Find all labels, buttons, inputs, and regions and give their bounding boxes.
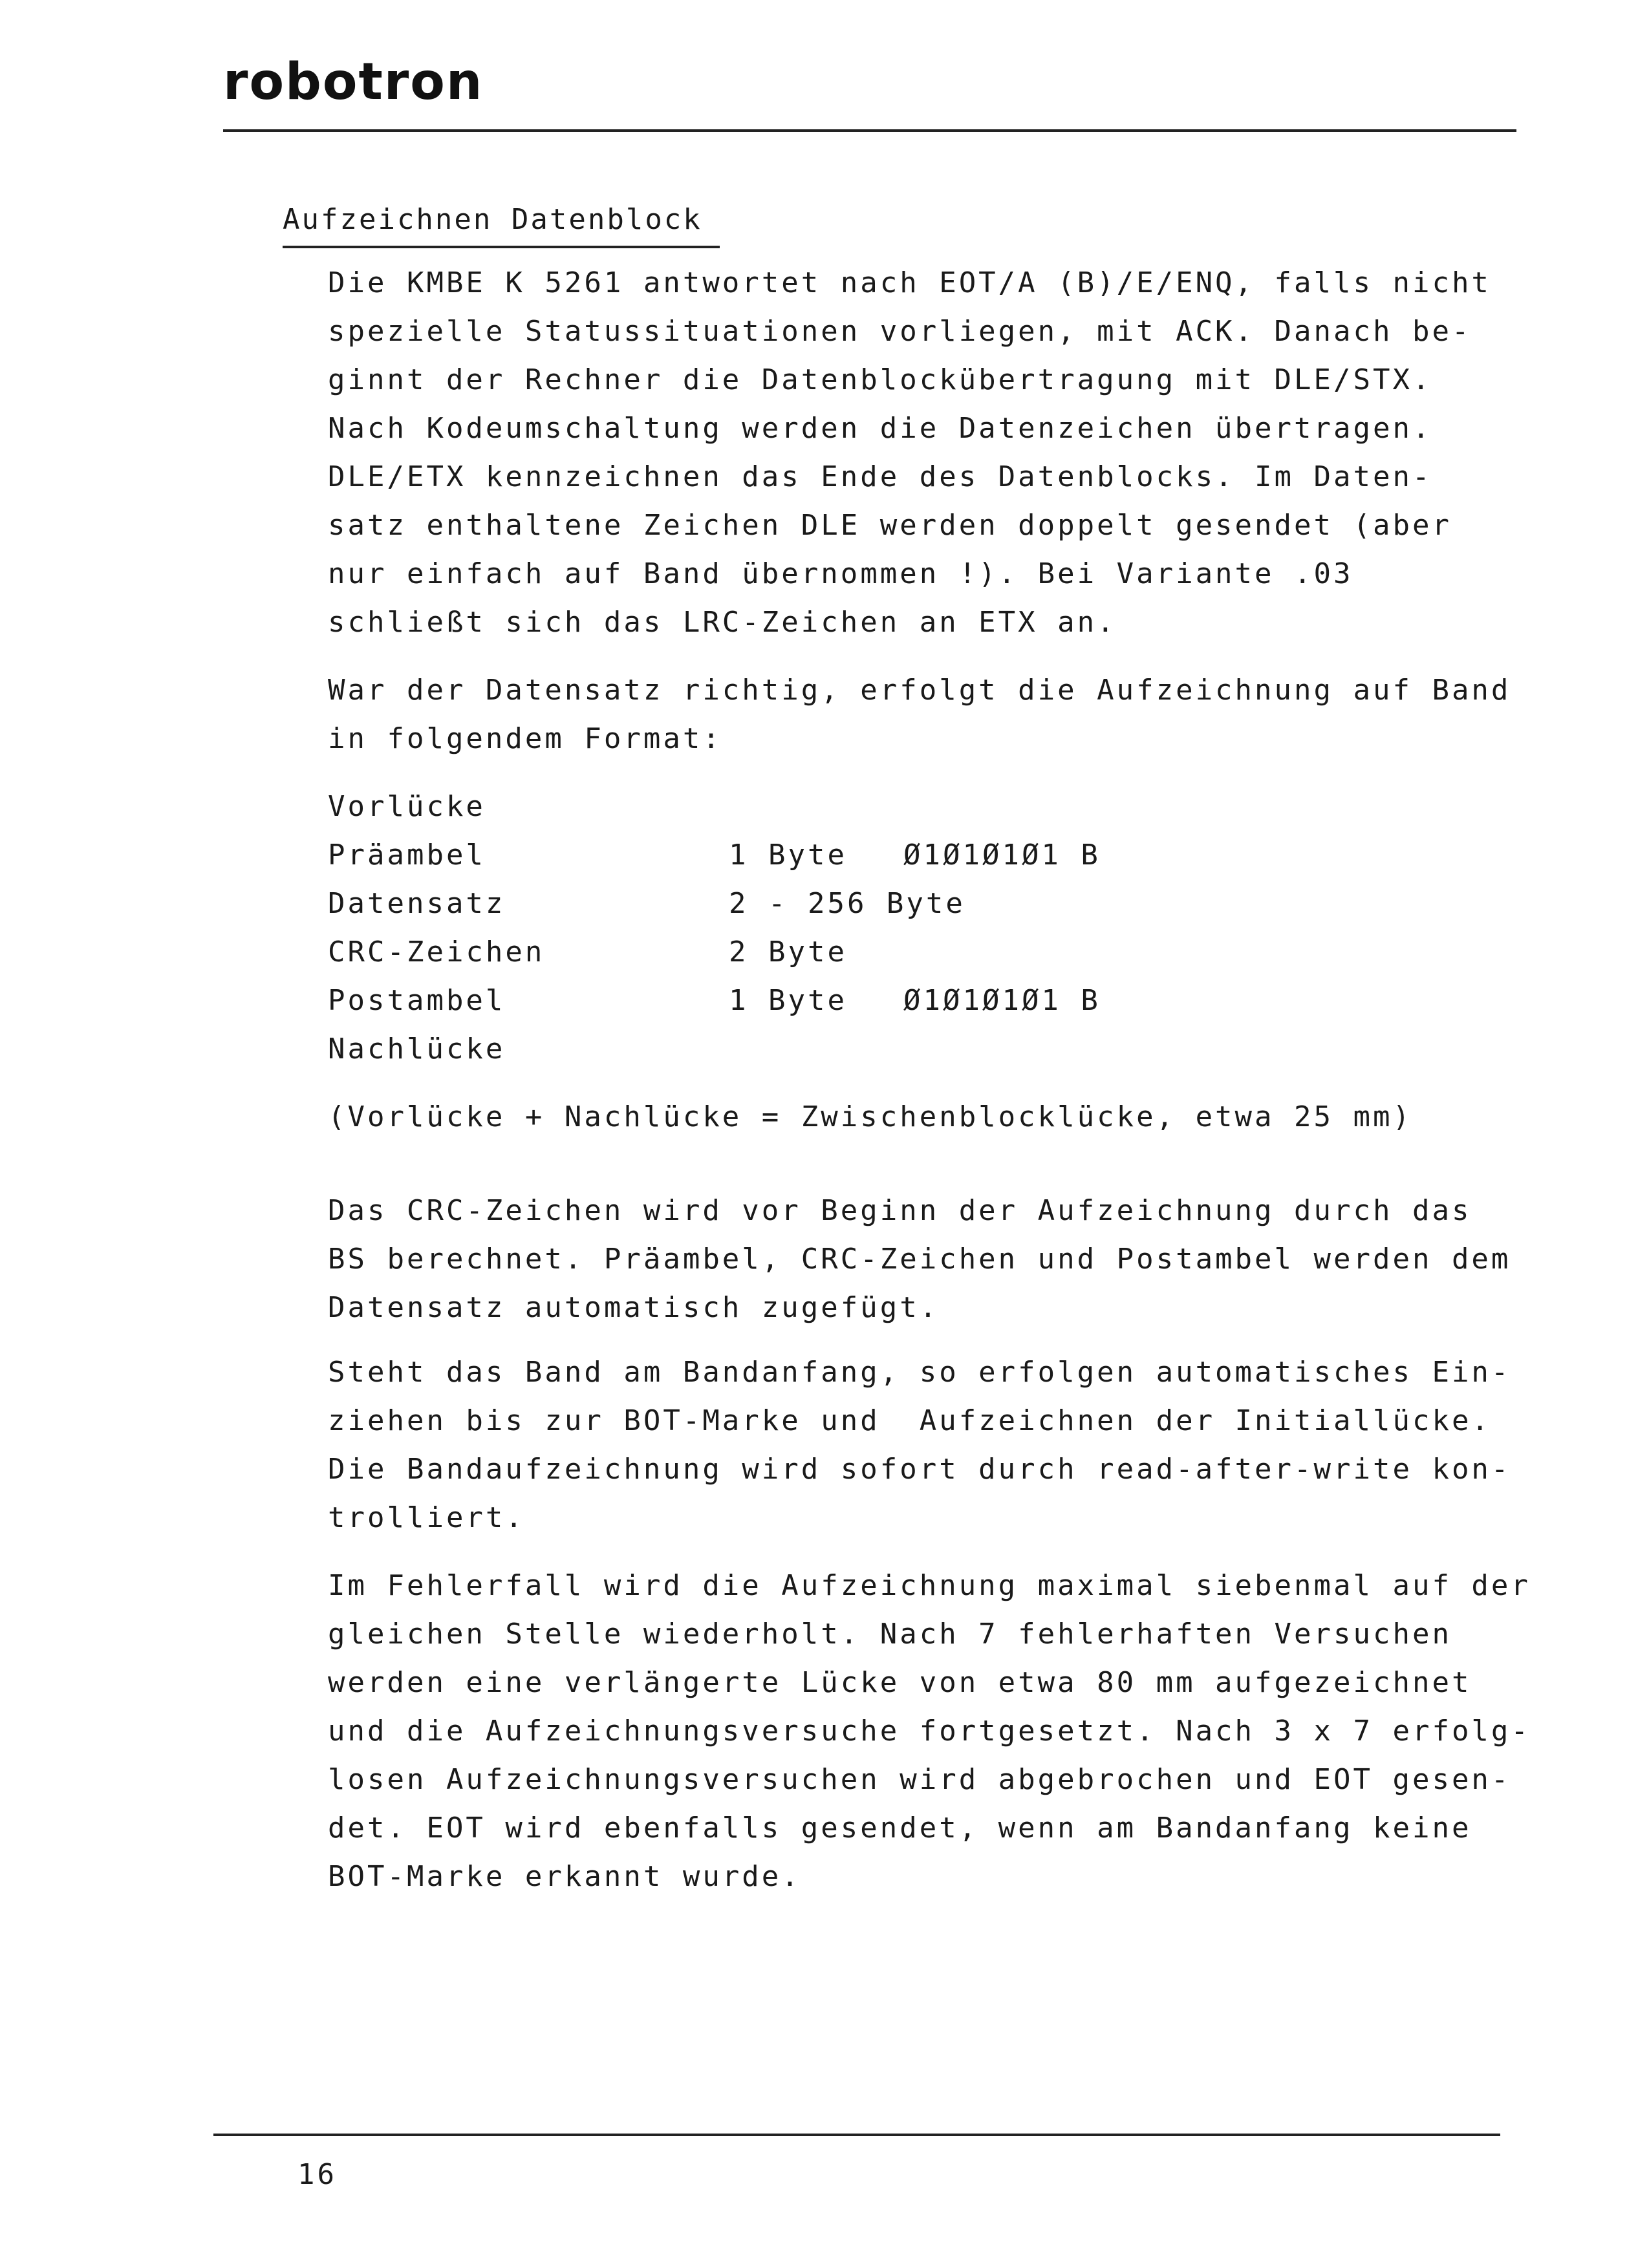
format-name: CRC-Zeichen xyxy=(328,936,545,968)
paragraph-fehlerfall: Im Fehlerfall wird die Aufzeichnung maximal siebenmal auf der gleichen Stelle wiederholt. Nach 7 fehlerhaften Versuchen werden eine verlängerte Lücke von etwa 80 mm aufgezeichnet und die Aufzeichnungsversuche fortgesetzt. Nach 3 x 7 erfolg- losen Aufzeichnungsversuchen wird abgebrochen und EOT gesen- det. EOT wird ebenfalls gesendet, wenn am Bandanfang keine BOT-Marke erkannt wurde. xyxy=(328,1569,1531,1893)
format-name: Postambel xyxy=(328,984,506,1017)
format-pattern: Ø1Ø1Ø1Ø1 B xyxy=(903,984,1101,1017)
paragraph-datenblock-uebertragung: Die KMBE K 5261 antwortet nach EOT/A (B)/E/ENQ, falls nicht spezielle Statussituationen vorliegen, mit ACK. Danach be- ginnt der Rechner die Datenblockübertragung mit DLE/STX. Nach Kodeumschaltung werden die Datenzeichen übertragen. DLE/ETX kennzeichnen das Ende des Datenblocks. Im Daten- satz enthaltene Zeichen DLE werden doppelt gesendet (aber nur einfach auf Band übernommen !). Bei Variante .03 schließt sich das LRC-Zeichen an ETX an. xyxy=(328,266,1491,639)
format-size: 1 Byte xyxy=(729,984,847,1017)
format-name: Datensatz xyxy=(328,887,506,920)
paragraph-zwischenblockluecke: (Vorlücke + Nachlücke = Zwischenblocklücke, etwa 25 mm) xyxy=(328,1100,1412,1133)
header-rule xyxy=(223,129,1516,132)
page-number: 16 xyxy=(297,2158,337,2191)
paragraph-bandanfang: Steht das Band am Bandanfang, so erfolgen automatisches Ein- ziehen bis zur BOT-Marke und Aufzeichnen der Initiallücke. Die Bandaufzeichnung wird sofort durch read-after-write kon- trolliert. xyxy=(328,1356,1511,1534)
format-pattern: Ø1Ø1Ø1Ø1 B xyxy=(903,839,1101,872)
paragraph-crc-zeichen: Das CRC-Zeichen wird vor Beginn der Aufzeichnung durch das BS berechnet. Präambel, CRC-Zeichen und Postambel werden dem Datensatz automatisch zugefügt. xyxy=(328,1194,1511,1324)
robotron-logo: robotron xyxy=(223,53,484,111)
format-name: Vorlücke xyxy=(328,790,486,823)
format-name: Präambel xyxy=(328,839,486,872)
footer-rule xyxy=(213,2134,1500,2136)
format-size: 2 Byte xyxy=(729,936,847,968)
format-size: 1 Byte xyxy=(729,839,847,872)
section-heading: Aufzeichnen Datenblock xyxy=(283,203,702,236)
heading-underline xyxy=(283,246,720,248)
format-name: Nachlücke xyxy=(328,1032,506,1065)
paragraph-format-intro: War der Datensatz richtig, erfolgt die Aufzeichnung auf Band in folgendem Format: xyxy=(328,674,1511,755)
format-size: 2 - 256 Byte xyxy=(729,887,965,920)
